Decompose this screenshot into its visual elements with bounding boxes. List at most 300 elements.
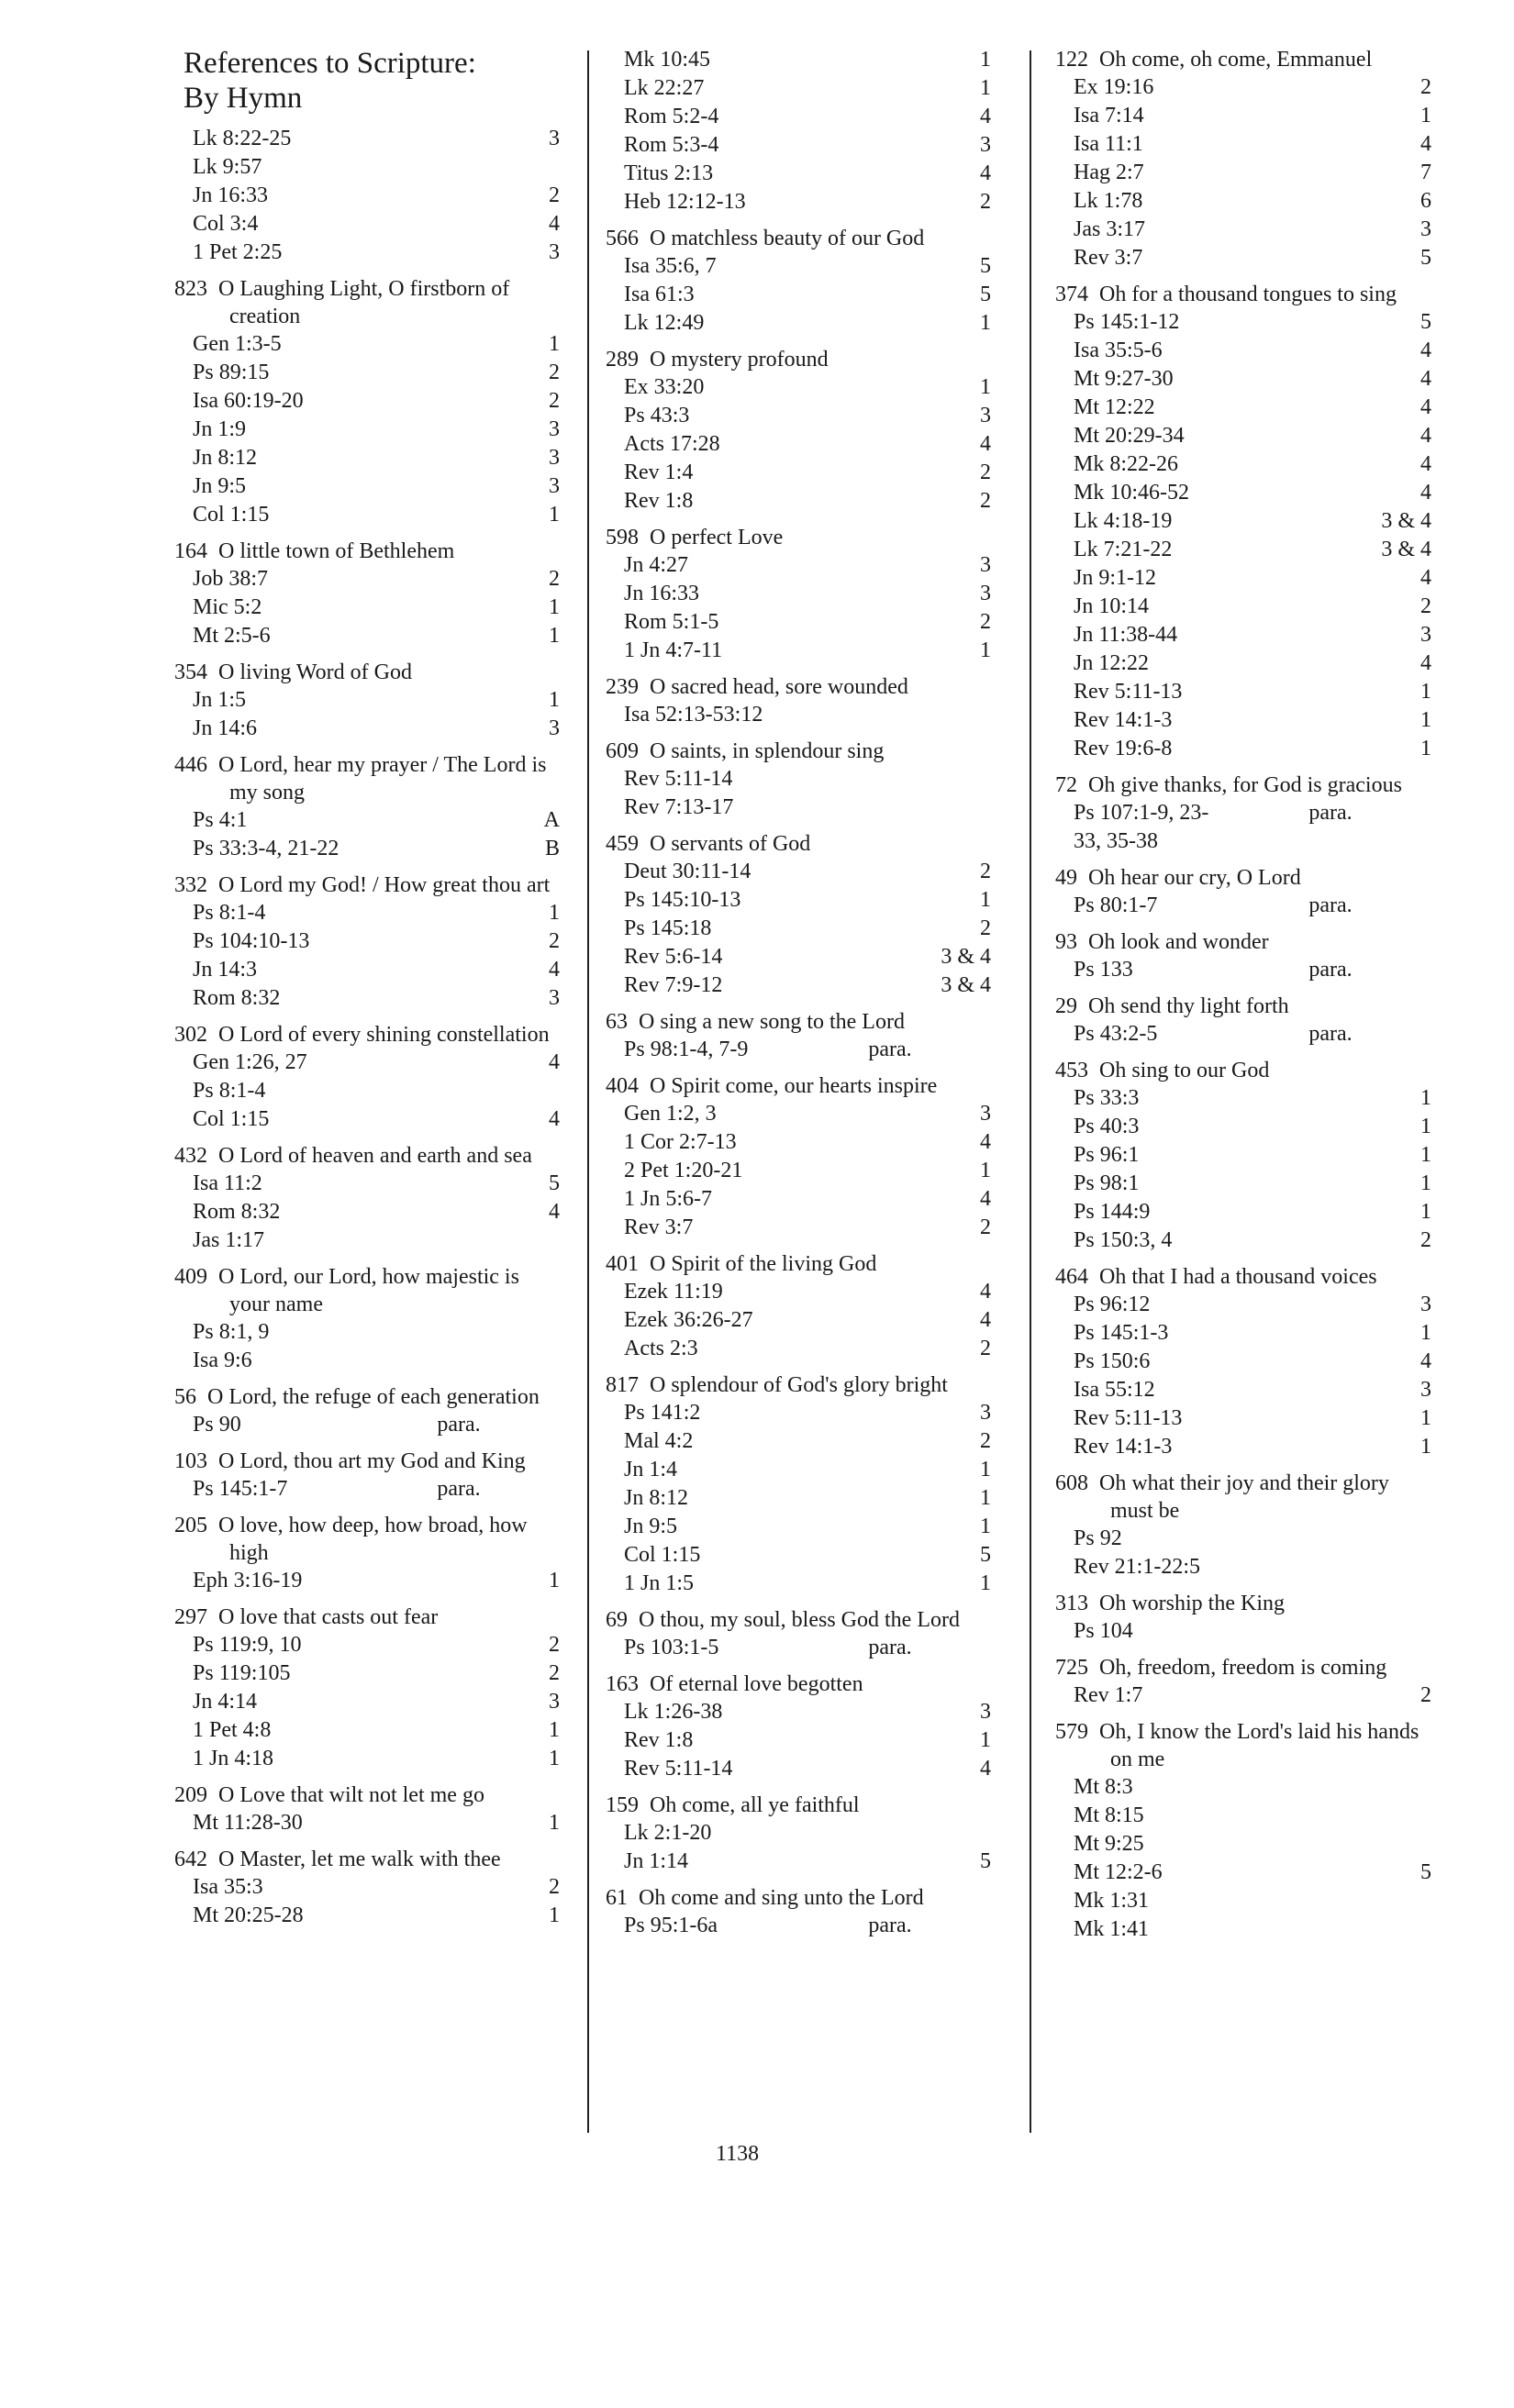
hymn-heading xyxy=(1055,1470,1431,1525)
scripture-reference-row xyxy=(174,501,560,529)
scripture-reference-row xyxy=(606,1456,991,1484)
scripture-reference: Isa 35:6, 7 xyxy=(624,254,717,278)
scripture-reference: Hag 2:7 xyxy=(1074,161,1144,184)
verse-number: 4 xyxy=(1420,395,1431,419)
scripture-reference: Col 1:15 xyxy=(193,1107,270,1131)
verse-number: para. xyxy=(868,1038,912,1061)
scripture-reference-row xyxy=(1055,564,1431,593)
verse-number xyxy=(890,1819,991,1848)
hymn-entry xyxy=(174,871,560,1013)
scripture-reference: Ps 4:1 xyxy=(193,808,248,832)
verse-number: 5 xyxy=(1420,1860,1431,1884)
verse-number: 3 xyxy=(549,986,560,1010)
verse-number: 2 xyxy=(980,1337,991,1360)
hymn-number: 608 xyxy=(1055,1471,1088,1495)
hymn-number: 72 xyxy=(1055,773,1077,797)
scripture-reference-row xyxy=(174,359,560,387)
scripture-reference-row xyxy=(606,765,991,793)
scripture-reference: Ps 104:10-13 xyxy=(193,929,310,953)
scripture-reference-row xyxy=(1055,187,1431,216)
hymn-entry xyxy=(174,1603,560,1773)
verse-number xyxy=(1330,1915,1431,1944)
scripture-reference-row xyxy=(606,281,991,309)
scripture-reference-row xyxy=(606,131,991,160)
verse-number: 2 xyxy=(549,389,560,413)
scripture-reference-row xyxy=(1055,507,1431,536)
hymn-title: Of eternal love begotten xyxy=(650,1672,863,1696)
hymn-entry xyxy=(174,1263,560,1375)
scripture-reference: Rev 5:11-13 xyxy=(1074,680,1183,704)
scripture-reference: Rev 1:8 xyxy=(624,489,694,513)
scripture-reference-row xyxy=(1055,102,1431,130)
hymn-title: Oh look and wonder xyxy=(1088,930,1269,954)
hymn-title: O matchless beauty of our God xyxy=(650,227,925,250)
scripture-reference-row xyxy=(1055,1198,1431,1226)
verse-number: 3 xyxy=(549,716,560,740)
hymn-heading xyxy=(174,1781,560,1809)
hymn-heading xyxy=(606,673,991,701)
scripture-reference-row xyxy=(174,1567,560,1595)
scripture-reference-row xyxy=(174,686,560,715)
verse-number: 4 xyxy=(980,105,991,128)
scripture-reference: Mic 5:2 xyxy=(193,595,262,619)
scripture-reference-row xyxy=(1055,1348,1431,1376)
scripture-reference-row xyxy=(606,1399,991,1427)
hymn-heading xyxy=(1055,1718,1431,1773)
hymn-heading xyxy=(1055,771,1431,799)
verse-number: 4 xyxy=(980,1280,991,1304)
scripture-reference-row xyxy=(606,793,991,822)
scripture-reference-row xyxy=(606,1427,991,1456)
hymn-heading xyxy=(606,1250,991,1278)
scripture-reference: Lk 8:22-25 xyxy=(193,127,292,150)
hymn-heading xyxy=(606,1371,991,1399)
scripture-reference-row xyxy=(606,1848,991,1876)
hymn-heading xyxy=(606,1884,991,1912)
scripture-reference-row xyxy=(1055,479,1431,507)
heading-line-2: By Hymn xyxy=(184,82,303,115)
verse-number xyxy=(1330,1887,1431,1915)
hymn-entry xyxy=(606,524,991,665)
hymn-number: 642 xyxy=(174,1848,207,1871)
scripture-reference: Gen 1:2, 3 xyxy=(624,1102,717,1126)
scripture-reference: Jn 1:14 xyxy=(624,1849,689,1873)
hymn-entry xyxy=(174,125,560,267)
scripture-reference-row xyxy=(174,806,560,835)
verse-number: 2 xyxy=(1420,1683,1431,1707)
verse-number: 5 xyxy=(980,1543,991,1567)
scripture-reference-row xyxy=(1055,1525,1431,1553)
hymn-title: O thou, my soul, bless God the Lord xyxy=(639,1608,960,1632)
verse-number: 1 xyxy=(980,1159,991,1182)
hymn-number: 817 xyxy=(606,1373,639,1397)
hymn-title: O Laughing Light, O firstborn of creation xyxy=(218,277,510,328)
scripture-reference: Jn 9:5 xyxy=(193,474,247,498)
hymn-heading xyxy=(1055,1654,1431,1681)
scripture-reference-row xyxy=(174,1659,560,1688)
verse-number: 1 xyxy=(980,311,991,335)
hymn-entry xyxy=(174,659,560,743)
verse-number: 3 & 4 xyxy=(941,945,991,969)
verse-number: 1 xyxy=(1420,104,1431,128)
hymn-heading xyxy=(174,1021,560,1049)
verse-number: 2 xyxy=(549,929,560,953)
scripture-reference-row xyxy=(1055,1859,1431,1887)
verse-number: 2 xyxy=(1420,1228,1431,1252)
scripture-reference-row xyxy=(606,1214,991,1242)
verse-number: 1 xyxy=(549,1718,560,1742)
scripture-reference-row xyxy=(174,835,560,863)
verse-number: 5 xyxy=(549,1171,560,1195)
verse-number: A xyxy=(543,808,560,832)
scripture-reference: Ps 145:18 xyxy=(624,916,712,940)
scripture-reference-row xyxy=(174,1226,560,1255)
verse-number: para. xyxy=(437,1477,481,1501)
verse-number: 4 xyxy=(549,958,560,982)
hymn-heading xyxy=(174,1383,560,1411)
hymn-number: 239 xyxy=(606,675,639,699)
scripture-reference-row xyxy=(174,1745,560,1773)
verse-number xyxy=(459,1226,560,1255)
hymn-number: 354 xyxy=(174,660,207,684)
verse-number: 4 xyxy=(1420,651,1431,675)
scripture-reference: Mk 10:46-52 xyxy=(1074,481,1189,505)
scripture-reference-row xyxy=(606,74,991,103)
hymn-number: 289 xyxy=(606,348,639,372)
hymn-heading xyxy=(606,830,991,858)
scripture-reference: Jas 1:17 xyxy=(193,1228,264,1252)
verse-number: 4 xyxy=(549,212,560,236)
scripture-reference: Isa 11:2 xyxy=(193,1171,262,1195)
verse-number: 1 xyxy=(1420,1435,1431,1459)
scripture-reference-row xyxy=(1055,394,1431,422)
verse-number: 1 xyxy=(549,901,560,925)
verse-number: 4 xyxy=(1420,338,1431,362)
hymn-title: Oh, freedom, freedom is coming xyxy=(1099,1656,1387,1680)
hymn-number: 313 xyxy=(1055,1592,1088,1615)
scripture-reference: Jn 11:38-44 xyxy=(1074,623,1178,647)
scripture-reference-row xyxy=(1055,450,1431,479)
verse-number: 1 xyxy=(980,48,991,72)
scripture-reference: Jn 9:5 xyxy=(624,1515,678,1538)
hymn-number: 209 xyxy=(174,1783,207,1807)
verse-number xyxy=(1330,1830,1431,1859)
verse-number: 4 xyxy=(1420,367,1431,391)
hymn-heading xyxy=(174,1603,560,1631)
hymn-number: 29 xyxy=(1055,994,1077,1018)
scripture-reference: Gen 1:3-5 xyxy=(193,332,282,356)
scripture-reference-row xyxy=(606,1912,991,1940)
hymn-heading xyxy=(1055,1057,1431,1084)
hymn-number: 464 xyxy=(1055,1265,1088,1289)
scripture-reference-row xyxy=(1055,1226,1431,1255)
hymn-number: 404 xyxy=(606,1074,639,1098)
hymn-entry xyxy=(174,1383,560,1439)
hymn-entry xyxy=(1055,1470,1431,1581)
scripture-reference-row xyxy=(606,637,991,665)
verse-number: 4 xyxy=(1420,424,1431,448)
hymn-number: 459 xyxy=(606,832,639,856)
scripture-reference: Mal 4:2 xyxy=(624,1429,694,1453)
verse-number: 2 xyxy=(549,361,560,384)
scripture-reference: Mk 1:31 xyxy=(1074,1889,1150,1913)
verse-number: 3 xyxy=(549,417,560,441)
scripture-reference: Lk 9:57 xyxy=(193,155,262,179)
verse-number: 4 xyxy=(549,1200,560,1224)
hymn-heading xyxy=(606,524,991,551)
hymn-heading xyxy=(1055,864,1431,892)
scripture-reference-row xyxy=(1055,956,1431,984)
scripture-reference-row xyxy=(606,103,991,131)
verse-number: 6 xyxy=(1420,189,1431,213)
verse-number: 3 xyxy=(980,1401,991,1425)
hymn-heading xyxy=(606,1670,991,1698)
hymn-heading xyxy=(1055,993,1431,1020)
scripture-reference-row xyxy=(606,252,991,281)
scripture-reference-row xyxy=(1055,1020,1431,1049)
hymn-title: Oh for a thousand tongues to sing xyxy=(1099,283,1397,306)
scripture-reference-row xyxy=(174,622,560,650)
scripture-reference: Ps 33:3-4, 21-22 xyxy=(193,837,340,860)
scripture-reference: Jn 8:12 xyxy=(193,446,258,470)
verse-number: 1 xyxy=(980,1728,991,1752)
verse-number xyxy=(459,153,560,182)
verse-number: 3 xyxy=(980,404,991,427)
verse-number: 1 xyxy=(549,1811,560,1835)
scripture-reference-row xyxy=(174,1105,560,1134)
hymn-title: Oh what their joy and their glory must be xyxy=(1099,1471,1389,1523)
hymn-heading xyxy=(606,1606,991,1634)
scripture-reference-row xyxy=(1055,308,1431,337)
hymn-entry xyxy=(174,1846,560,1930)
scripture-reference: 1 Jn 4:18 xyxy=(193,1747,274,1770)
verse-number: 2 xyxy=(1420,75,1431,99)
verse-number: 1 xyxy=(1420,1143,1431,1167)
hymn-entry xyxy=(606,1884,991,1940)
scripture-reference: Ezek 36:26-27 xyxy=(624,1308,753,1332)
scripture-reference: Ps 98:1 xyxy=(1074,1171,1140,1195)
scripture-reference: Ps 150:3, 4 xyxy=(1074,1228,1173,1252)
hymn-heading xyxy=(174,659,560,686)
hymn-title: O Lord of heaven and earth and sea xyxy=(218,1144,532,1168)
column-divider xyxy=(1030,50,1031,2133)
hymn-title: O mystery profound xyxy=(650,348,829,372)
scripture-reference-row xyxy=(606,971,991,1000)
scripture-reference: Ps 145:1-3 xyxy=(1074,1321,1169,1345)
hymn-number: 103 xyxy=(174,1449,207,1473)
verse-number: 1 xyxy=(1420,1115,1431,1138)
scripture-reference: Rev 19:6-8 xyxy=(1074,737,1173,760)
scripture-reference: Jn 16:33 xyxy=(193,183,269,207)
scripture-reference-row xyxy=(606,1185,991,1214)
hymn-heading xyxy=(174,275,560,330)
scripture-reference: Mt 9:27-30 xyxy=(1074,367,1174,391)
scripture-reference-row xyxy=(606,1634,991,1662)
hymn-entry xyxy=(174,1512,560,1595)
hymn-entry xyxy=(1055,1718,1431,1944)
scripture-reference-row xyxy=(1055,1887,1431,1915)
scripture-reference: Mt 8:15 xyxy=(1074,1803,1144,1827)
verse-number: 1 xyxy=(980,76,991,100)
hymn-title: O sacred head, sore wounded xyxy=(650,675,908,699)
scripture-reference-row xyxy=(174,1411,560,1439)
scripture-reference: Isa 52:13-53:12 xyxy=(624,703,763,727)
scripture-reference-row xyxy=(606,402,991,430)
scripture-reference-row xyxy=(606,1698,991,1726)
verse-number: 1 xyxy=(549,1569,560,1592)
hymn-entry xyxy=(606,738,991,822)
scripture-reference-row xyxy=(606,1726,991,1755)
verse-number: 1 xyxy=(1420,1406,1431,1430)
hymn-number: 297 xyxy=(174,1605,207,1629)
scripture-reference-row xyxy=(174,416,560,444)
hymn-entry xyxy=(174,538,560,650)
hymn-heading xyxy=(174,1142,560,1170)
scripture-reference-row xyxy=(1055,337,1431,365)
hymn-entry xyxy=(174,751,560,863)
scripture-reference: Ps 144:9 xyxy=(1074,1200,1151,1224)
verse-number: 4 xyxy=(980,1187,991,1211)
scripture-reference: Ps 133 xyxy=(1074,958,1133,982)
hymn-entry xyxy=(174,275,560,529)
scripture-reference: Rev 5:11-14 xyxy=(624,767,733,791)
scripture-reference-row xyxy=(606,1278,991,1306)
scripture-reference-row xyxy=(606,459,991,487)
scripture-reference: Rom 8:32 xyxy=(193,1200,281,1224)
verse-number: para. xyxy=(868,1914,912,1937)
scripture-reference: Lk 7:21-22 xyxy=(1074,538,1173,561)
hymn-number: 49 xyxy=(1055,866,1077,890)
scripture-reference: Titus 2:13 xyxy=(624,161,714,185)
scripture-reference: 1 Pet 2:25 xyxy=(193,240,283,264)
verse-number xyxy=(1330,1553,1431,1581)
scripture-reference: Jas 3:17 xyxy=(1074,217,1145,241)
scripture-reference: Col 1:15 xyxy=(193,503,270,527)
hymn-heading xyxy=(1055,46,1431,73)
verse-number: 1 xyxy=(1420,1200,1431,1224)
scripture-reference-row xyxy=(174,1077,560,1105)
hymn-heading xyxy=(606,1792,991,1819)
index-column-2 xyxy=(606,46,991,1948)
scripture-reference: Rev 3:7 xyxy=(1074,246,1143,270)
verse-number xyxy=(1330,1617,1431,1646)
hymn-title: Oh that I had a thousand voices xyxy=(1099,1265,1377,1289)
scripture-reference-row xyxy=(606,160,991,188)
scripture-reference: Rev 14:1-3 xyxy=(1074,1435,1173,1459)
scripture-reference-row xyxy=(1055,1433,1431,1461)
hymn-entry xyxy=(1055,281,1431,763)
verse-number: 1 xyxy=(549,624,560,648)
scripture-reference: Ps 80:1-7 xyxy=(1074,893,1158,917)
scripture-reference: Rev 21:1-22:5 xyxy=(1074,1555,1200,1579)
scripture-reference: Isa 35:3 xyxy=(193,1875,263,1899)
hymn-title: O Spirit come, our hearts inspire xyxy=(650,1074,938,1098)
hymn-number: 725 xyxy=(1055,1656,1088,1680)
scripture-reference: Mk 8:22-26 xyxy=(1074,452,1178,476)
hymn-number: 164 xyxy=(174,539,207,563)
scripture-reference: Lk 2:1-20 xyxy=(624,1821,712,1845)
scripture-reference: Rom 5:3-4 xyxy=(624,133,719,157)
hymn-title: Oh, I know the Lord's laid his hands on me xyxy=(1099,1720,1419,1771)
verse-number: para. xyxy=(1308,801,1353,825)
verse-number: 3 xyxy=(1420,623,1431,647)
scripture-reference-row xyxy=(174,1688,560,1716)
verse-number xyxy=(1330,1802,1431,1830)
verse-number: 2 xyxy=(980,489,991,513)
scripture-reference: Mk 1:41 xyxy=(1074,1917,1150,1941)
verse-number xyxy=(459,1347,560,1375)
scripture-reference: Ps 141:2 xyxy=(624,1401,701,1425)
scripture-reference-row xyxy=(1055,706,1431,735)
scripture-reference: Lk 22:27 xyxy=(624,76,705,100)
verse-number: 1 xyxy=(549,688,560,712)
scripture-reference: Mt 8:3 xyxy=(1074,1775,1133,1799)
scripture-reference: Rev 1:8 xyxy=(624,1728,694,1752)
scripture-reference-row xyxy=(174,1716,560,1745)
scripture-reference: Ps 8:1-4 xyxy=(193,901,266,925)
hymn-entry xyxy=(606,1250,991,1363)
scripture-reference: Rev 3:7 xyxy=(624,1215,694,1239)
scripture-reference-row xyxy=(174,1318,560,1347)
scripture-reference: Ps 8:1, 9 xyxy=(193,1320,270,1344)
hymn-heading xyxy=(1055,928,1431,956)
verse-number: 4 xyxy=(980,1130,991,1154)
verse-number: 5 xyxy=(1420,246,1431,270)
scripture-reference-row xyxy=(606,1306,991,1335)
scripture-reference: Isa 61:3 xyxy=(624,283,695,306)
hymn-number: 446 xyxy=(174,753,207,777)
scripture-reference: Acts 17:28 xyxy=(624,432,720,456)
scripture-reference: Ps 33:3 xyxy=(1074,1086,1140,1110)
scripture-reference-row xyxy=(606,1484,991,1513)
scripture-reference-row xyxy=(606,580,991,608)
scripture-reference-row xyxy=(174,472,560,501)
verse-number: 3 xyxy=(1420,217,1431,241)
verse-number: 1 xyxy=(1420,1321,1431,1345)
scripture-reference-row xyxy=(606,46,991,74)
scripture-reference: Isa 35:5-6 xyxy=(1074,338,1163,362)
scripture-reference-row xyxy=(1055,422,1431,450)
scripture-reference: Rev 5:11-13 xyxy=(1074,1406,1183,1430)
verse-number: 4 xyxy=(549,1050,560,1074)
scripture-reference-row xyxy=(1055,130,1431,159)
scripture-reference-row xyxy=(606,430,991,459)
scripture-reference-row xyxy=(174,1049,560,1077)
scripture-reference-row xyxy=(1055,1915,1431,1944)
scripture-reference-row xyxy=(1055,1681,1431,1710)
hymn-number: 69 xyxy=(606,1608,628,1632)
hymn-title: O Lord, hear my prayer / The Lord is my song xyxy=(218,753,547,805)
scripture-reference: Gen 1:26, 27 xyxy=(193,1050,307,1074)
hymn-entry xyxy=(606,346,991,516)
scripture-reference: Mt 12:22 xyxy=(1074,395,1155,419)
hymn-entry xyxy=(606,1371,991,1598)
scripture-reference-row xyxy=(606,1100,991,1128)
scripture-reference: Mt 9:25 xyxy=(1074,1832,1144,1856)
verse-number: 3 & 4 xyxy=(1381,538,1431,561)
verse-number: 1 xyxy=(549,1903,560,1927)
scripture-reference: 1 Cor 2:7-13 xyxy=(624,1130,737,1154)
scripture-reference-row xyxy=(1055,1319,1431,1348)
scripture-reference-row xyxy=(1055,799,1431,856)
verse-number xyxy=(890,793,991,822)
scripture-reference-row xyxy=(1055,159,1431,187)
scripture-reference-row xyxy=(1055,1617,1431,1646)
verse-number: 4 xyxy=(1420,1349,1431,1373)
hymn-entry xyxy=(1055,46,1431,272)
verse-number: 4 xyxy=(1420,452,1431,476)
hymn-entry xyxy=(606,1008,991,1064)
